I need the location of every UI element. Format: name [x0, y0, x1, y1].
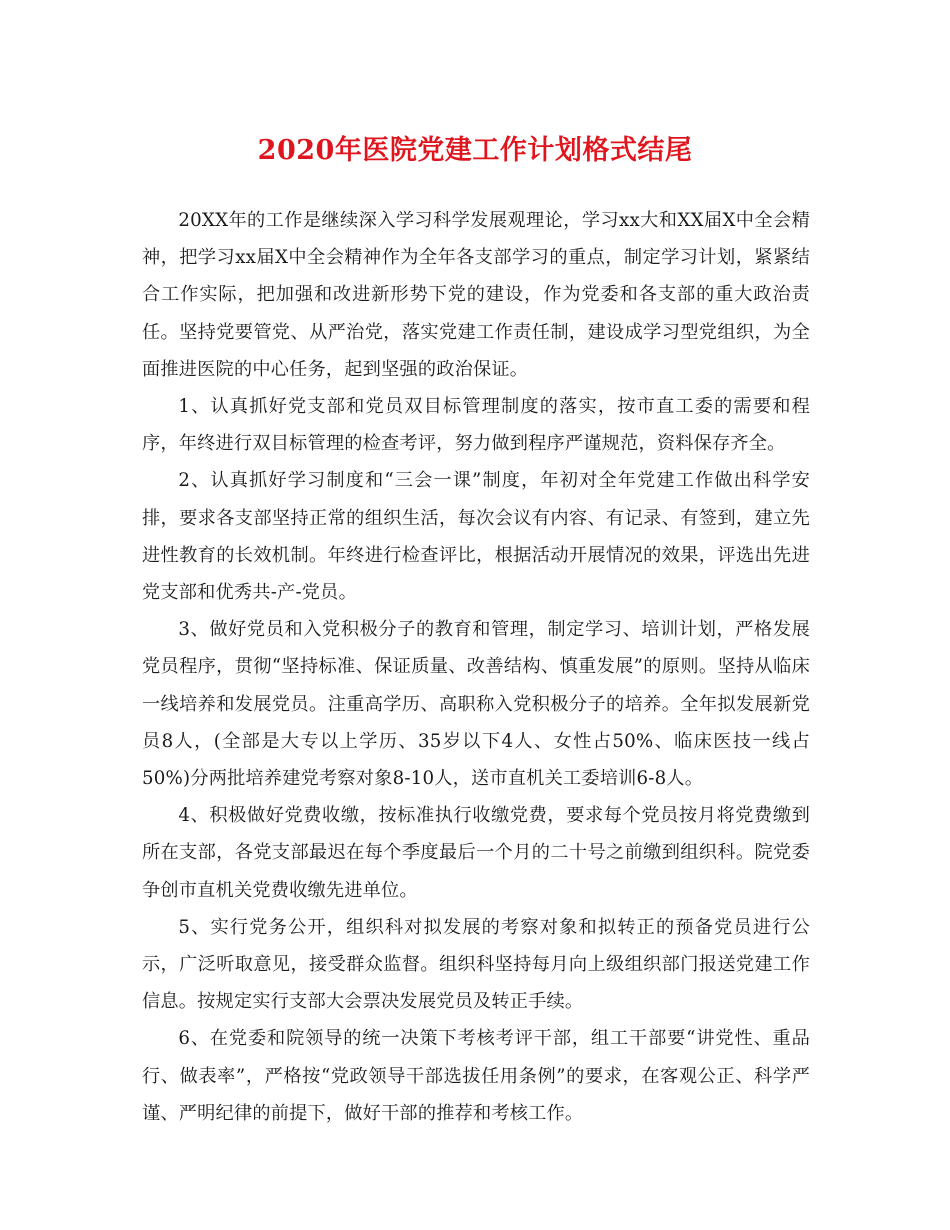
item-5-paragraph: 5、实行党务公开，组织科对拟发展的考察对象和拟转正的预备党员进行公示，广泛听取意见，接受群众监督。组织科坚持每月向上级组织部门报送党建工作信息。按规定实行支部大会票决发展党员及转正手续。 [142, 916, 810, 1013]
document-title: 2020年医院党建工作计划格式结尾 [257, 135, 693, 166]
item-1-paragraph: 1、认真抓好党支部和党员双目标管理制度的落实，按市直工委的需要和程序，年终进行双目标管理的检查考评，努力做到程序严谨规范，资料保存齐全。 [142, 396, 810, 455]
item-3-paragraph: 3、做好党员和入党积极分子的教育和管理，制定学习、培训计划，严格发展党员程序，贯彻“坚持标准、保证质量、改善结构、慎重发展”的原则。坚持从临床一线培养和发展党员。注重高学历、高职称入党积极分子的培养。全年拟发展新党员8人，(全部是大专以上学历、35岁以下4人、女性占50%、临床医技一线占50%)分两批培养建党考察对象8-10人，送市直机关工委培训6-8人。 [142, 619, 810, 790]
item-4-paragraph: 4、积极做好党费收缴，按标准执行收缴党费，要求每个党员按月将党费缴到所在支部，各党支部最迟在每个季度最后一个月的二十号之前缴到组织科。院党委争创市直机关党费收缴先进单位。 [142, 805, 810, 901]
document-body [142, 202, 810, 1132]
item-2-paragraph: 2、认真抓好学习制度和“三会一课”制度，年初对全年党建工作做出科学安排，要求各支部坚持正常的组织生活，每次会议有内容、有记录、有签到，建立先进性教育的长效机制。年终进行检查评比，根据活动开展情况的效果，评选出先进党支部和优秀共-产-党员。 [142, 470, 810, 604]
intro-paragraph: 20XX年的工作是继续深入学习科学发展观理论，学习xx大和XX届X中全会精神，把学习xx届X中全会精神作为全年各支部学习的重点，制定学习计划，紧紧结合工作实际，把加强和改进新形势下党的建设，作为党委和各支部的重大政治责任。坚持党要管党、从严治党，落实党建工作责任制，建设成学习型党组织，为全面推进医院的中心任务，起到坚强的政治保证。 [142, 210, 810, 380]
item-6-paragraph: 6、在党委和院领导的统一决策下考核考评干部，组工干部要“讲党性、重品行、做表率”，严格按“党政领导干部选拔任用条例”的要求，在客观公正、科学严谨、严明纪律的前提下，做好干部的推荐和考核工作。 [142, 1028, 810, 1124]
